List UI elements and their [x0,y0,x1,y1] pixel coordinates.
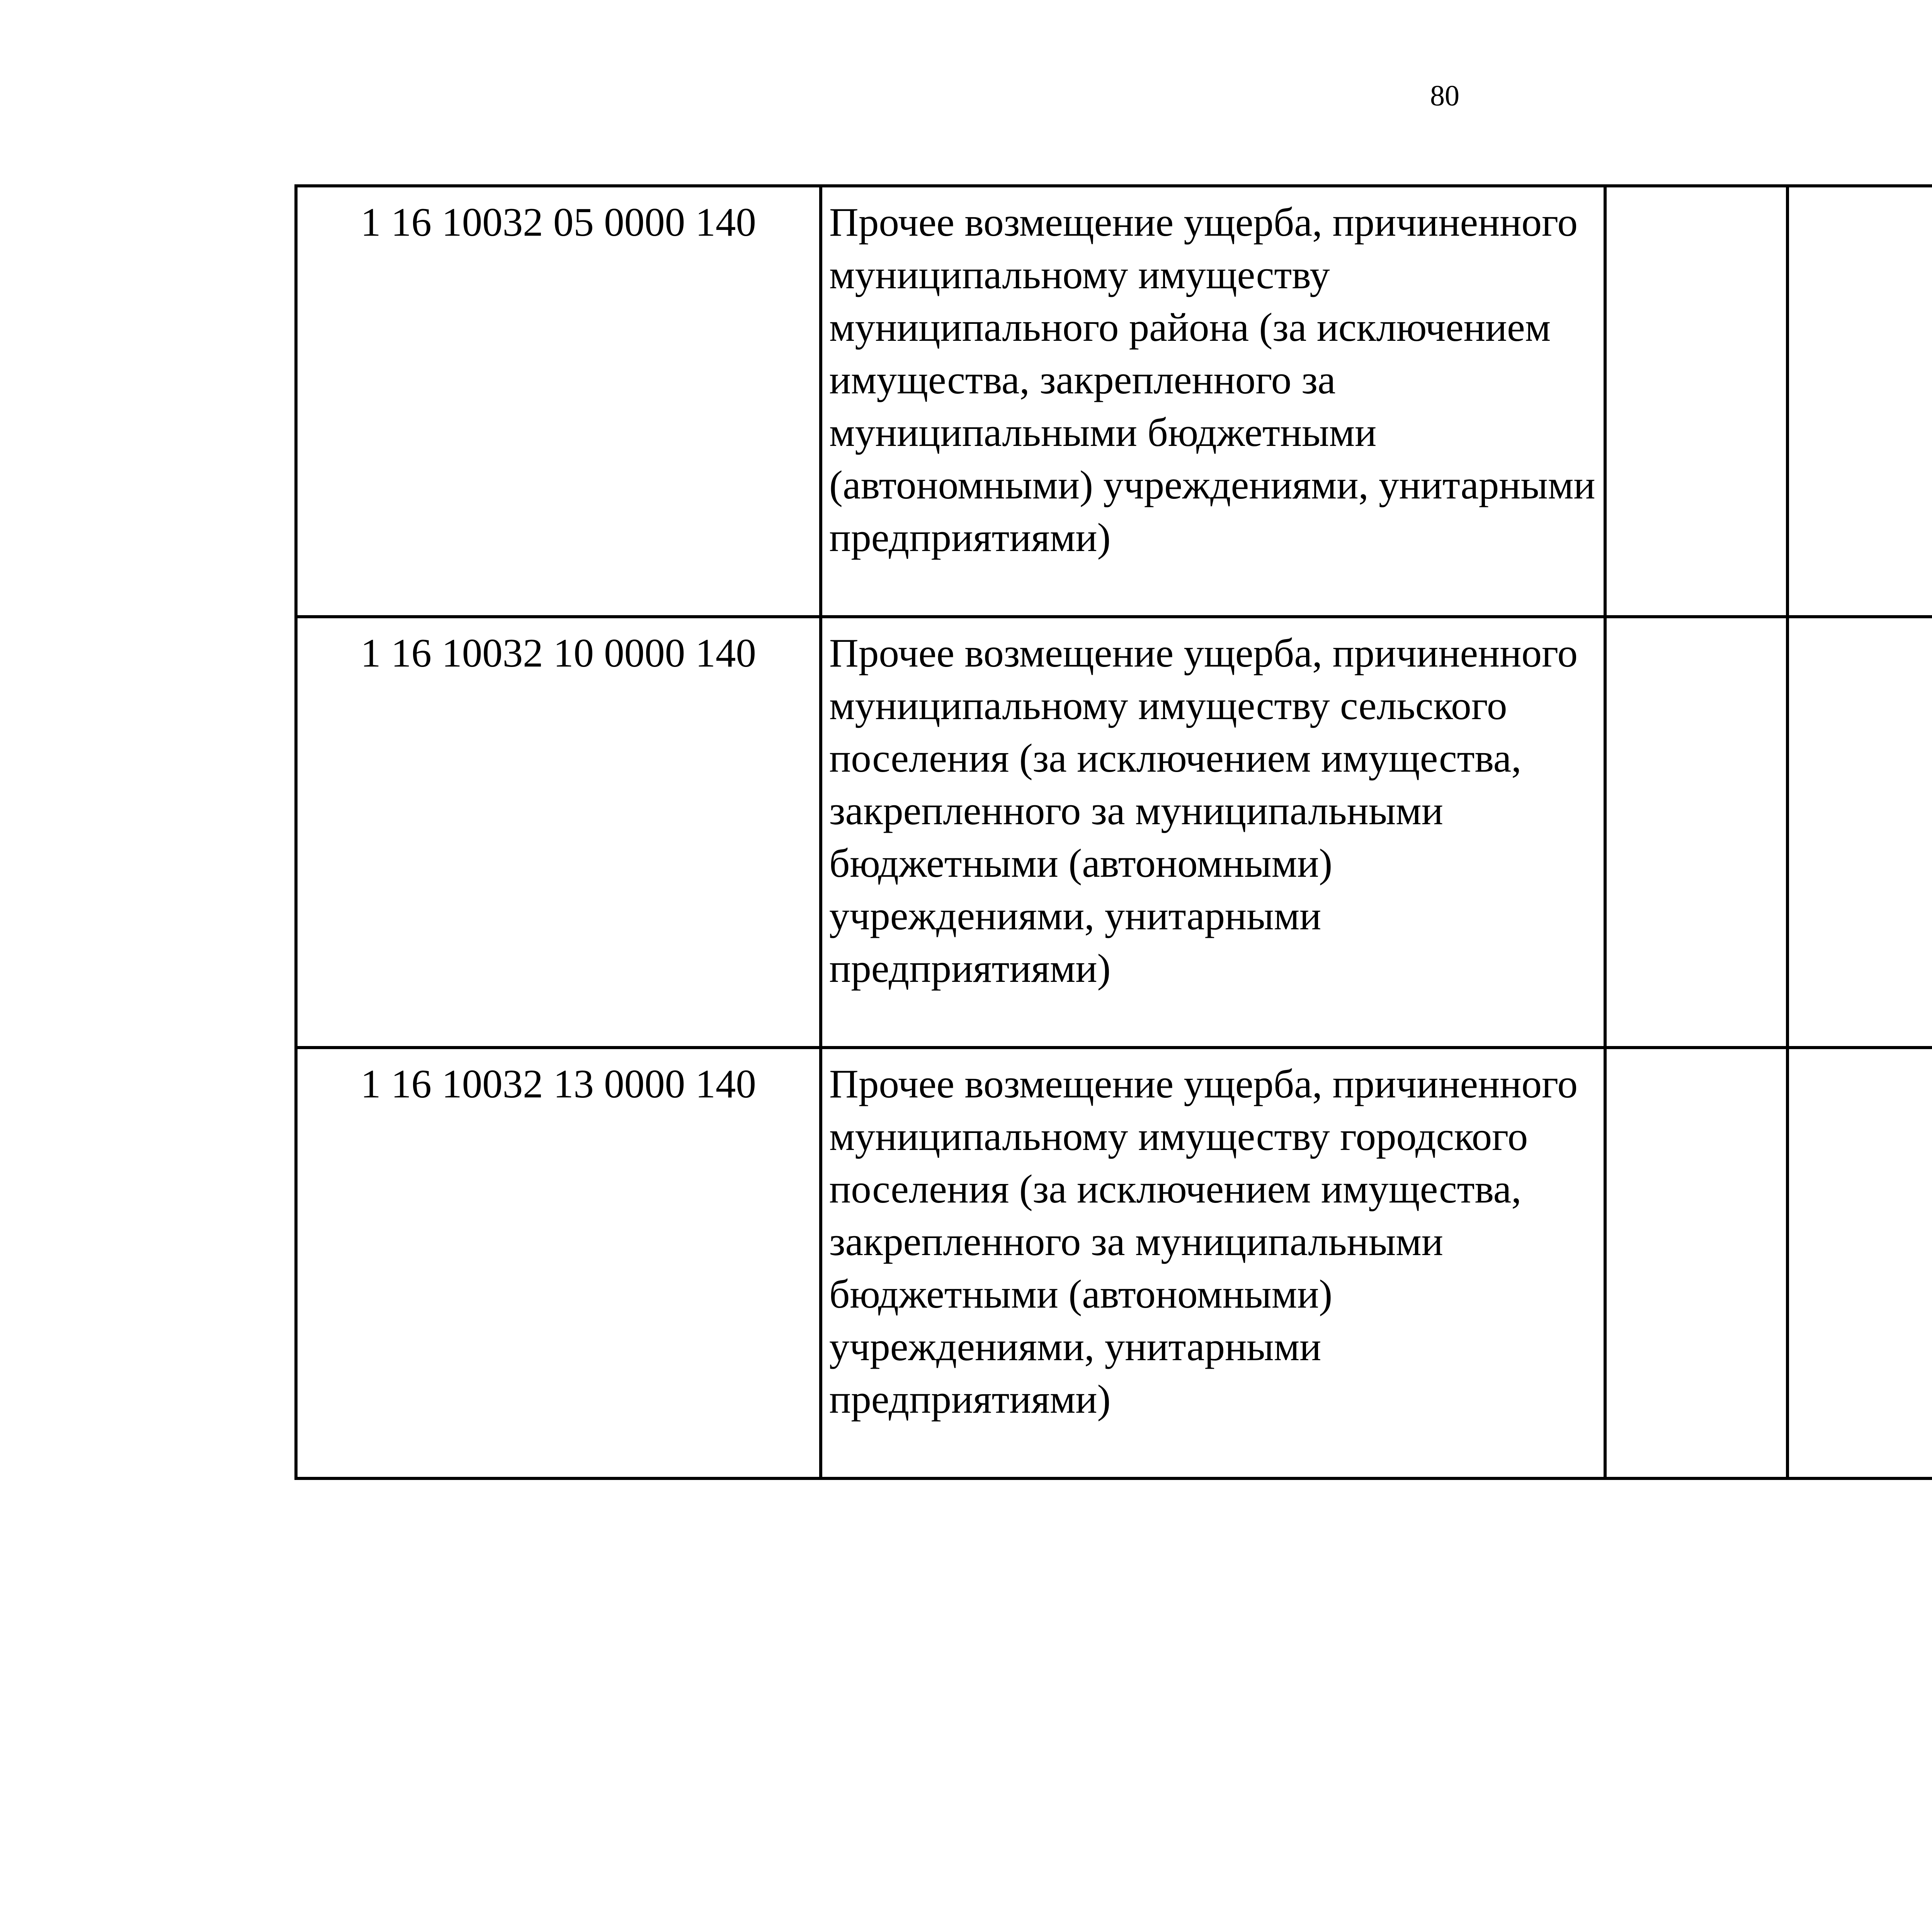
table-row [296,617,1932,1048]
table-cell-col3 [1605,186,1787,617]
budget-classification-code: 1 16 10032 13 0000 140 [296,1048,821,1478]
table-row [296,186,1932,617]
revenue-description: Прочее возмещение ущерба, причиненного муниципальному имуществу муниципального района (за исключением имущества, закрепленного за муниципальными бюджетными (автономными) учреждениями, унитарными предприятиями) [821,186,1605,617]
page-number: 80 [1430,80,1459,112]
budget-revenue-table [294,184,1932,1480]
table-cell-col4 [1787,617,1932,1048]
budget-classification-code: 1 16 10032 10 0000 140 [296,617,821,1048]
table-cell-col4 [1787,186,1932,617]
table-cell-col4 [1787,1048,1932,1478]
table-row [296,1048,1932,1478]
table-cell-col3 [1605,1048,1787,1478]
revenue-description: Прочее возмещение ущерба, причиненного муниципальному имуществу городского поселения (за исключением имущества, закрепленного за муниципальными бюджетными (автономными) учреждениями, унитарными предприятиями) [821,1048,1605,1478]
revenue-description: Прочее возмещение ущерба, причиненного муниципальному имуществу сельского поселения (за исключением имущества, закрепленного за муниципальными бюджетными (автономными) учреждениями, унитарными предприятиями) [821,617,1605,1048]
budget-classification-code: 1 16 10032 05 0000 140 [296,186,821,617]
table-cell-col3 [1605,617,1787,1048]
